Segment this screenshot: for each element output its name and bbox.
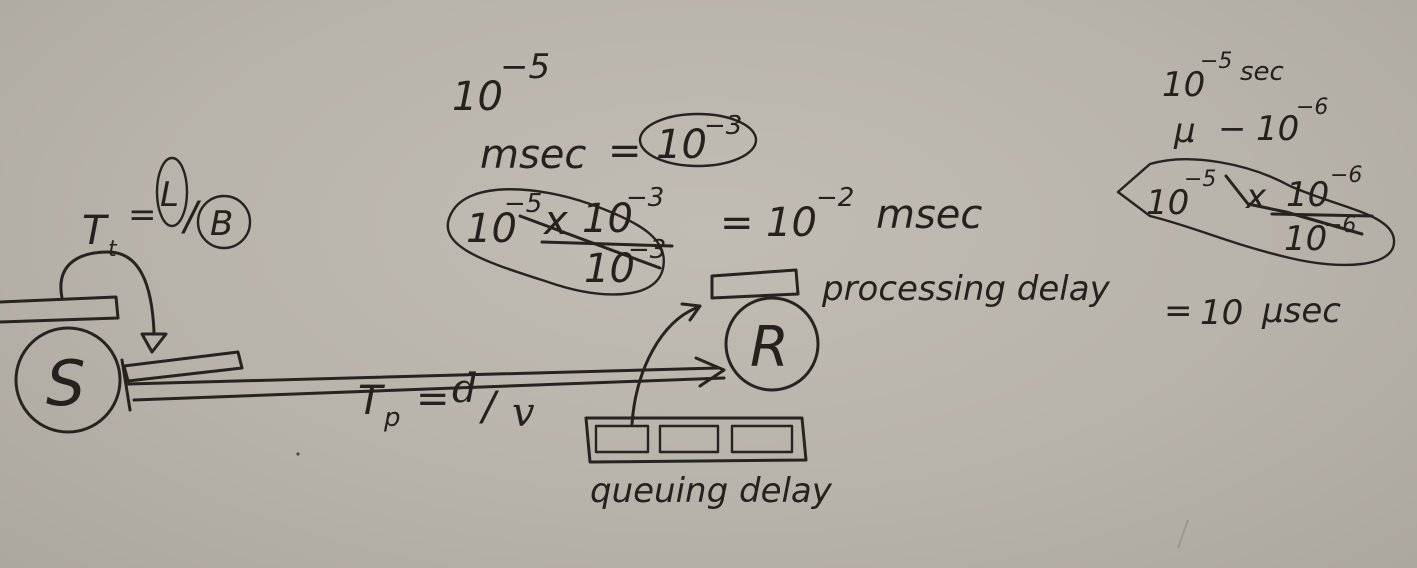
right-den-exp: −6 [1324, 213, 1357, 238]
right-times: x [1246, 177, 1267, 217]
processing-buffer [712, 269, 1111, 309]
processing-box [712, 270, 798, 298]
queue-buffer [586, 418, 833, 511]
tt-arrowhead [142, 334, 166, 352]
mid-num-b-exp: −3 [626, 183, 665, 213]
right-calculation [1118, 49, 1394, 333]
tp-subscript: p [384, 403, 401, 433]
tt-T: T [82, 208, 107, 254]
router-node [726, 298, 818, 390]
mid-result-unit: msec [876, 192, 983, 238]
right-sec-exp: −5 [1200, 49, 1233, 74]
right-mu-base: 10 [1256, 109, 1300, 149]
right-num-b-exp: −6 [1330, 163, 1363, 188]
tp-T: T [358, 378, 383, 424]
queue-slot-3 [732, 426, 792, 452]
transmission-time-formula [61, 158, 250, 352]
link-arrowhead [696, 358, 724, 386]
incoming-packet [0, 297, 118, 322]
tp-d: d [452, 366, 478, 412]
transmitted-packet [124, 352, 242, 381]
right-result-value: 10 [1200, 293, 1244, 333]
right-result-equals: = [1164, 291, 1193, 331]
tp-slash: / [482, 384, 496, 430]
tt-equals: = [128, 195, 157, 235]
mid-result-exp: −2 [816, 183, 855, 213]
processing-delay-label: processing delay [822, 269, 1110, 309]
queue-arrowhead [682, 304, 700, 320]
mid-num-a-exp: −5 [504, 189, 543, 219]
right-mu-dash: − [1218, 109, 1247, 149]
tt-L: L [160, 175, 179, 215]
queue-outline [586, 418, 806, 462]
right-num-b-base: 10 [1286, 175, 1330, 215]
right-sec-base: 10 [1162, 65, 1206, 105]
queue-to-processing-arrow [632, 308, 696, 424]
right-num-a-exp: −5 [1184, 167, 1217, 192]
mid-den-exp: −3 [628, 235, 667, 265]
board-speck [296, 452, 299, 455]
mid-result-equals: = [720, 200, 754, 246]
right-den-base: 10 [1284, 219, 1328, 259]
right-result-unit: μsec [1262, 291, 1341, 331]
mid-times: x [544, 198, 568, 244]
mid-msec-base: 10 [656, 122, 707, 168]
tt-B: B [210, 204, 234, 244]
board-scratch [1178, 520, 1188, 548]
mid-num-a-base: 10 [466, 206, 517, 252]
mid-num-b-base: 10 [582, 196, 633, 242]
mid-top-exp: −5 [500, 47, 551, 87]
queue-slot-1 [596, 426, 648, 452]
right-mu-exp: −6 [1296, 95, 1329, 120]
mid-msec-exp: −3 [704, 111, 743, 141]
tp-equals: = [416, 376, 450, 422]
mid-top-base: 10 [452, 74, 503, 120]
queuing-delay-label: queuing delay [590, 471, 832, 511]
sender-node [16, 328, 120, 432]
mid-result-base: 10 [766, 200, 817, 246]
queue-slot-2 [660, 426, 718, 452]
router-label: R [750, 315, 789, 380]
right-sec-unit: sec [1240, 57, 1284, 87]
tt-slash: / [184, 194, 198, 240]
mid-msec-label: msec [480, 132, 587, 178]
right-num-a-base: 10 [1146, 183, 1190, 223]
mid-msec-equals: = [608, 128, 642, 174]
tt-subscript: t [108, 237, 117, 262]
tp-v: v [512, 390, 535, 436]
middle-calculation [448, 47, 983, 294]
right-mu-symbol: μ [1174, 111, 1196, 151]
mid-den-base: 10 [584, 246, 635, 292]
sender-label: S [46, 347, 86, 420]
right-fraction-bar [1272, 214, 1372, 216]
